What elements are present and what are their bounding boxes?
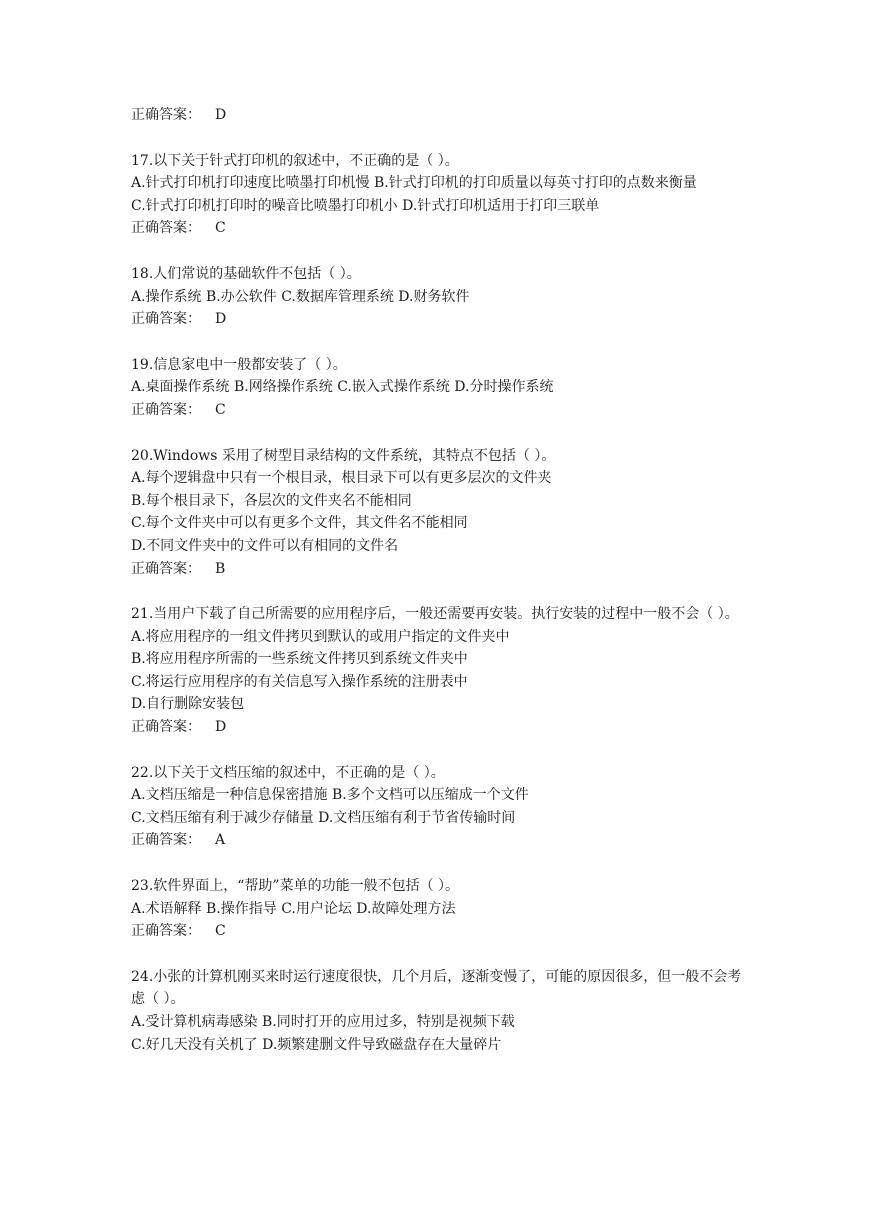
answer-value: B: [215, 560, 226, 577]
question-option: A.将应用程序的一组文件拷贝到默认的或用户指定的文件夹中: [131, 628, 510, 645]
question-option: C.文档压缩有利于减少存储量 D.文档压缩有利于节省传输时间: [131, 809, 516, 826]
question-option: A.受计算机病毒感染 B.同时打开的应用过多，特别是视频下载: [131, 1014, 515, 1030]
question-option: D.自行删除安装包: [131, 696, 245, 713]
question-22: [131, 762, 746, 852]
answer-line-16: [131, 104, 746, 127]
question-stem: 21.当用户下载了自己所需要的应用程序后，一般还需要再安装。执行安装的过程中一般不会（ ）。: [131, 606, 739, 623]
question-option: C.将运行应用程序的有关信息写入操作系统的注册表中: [131, 673, 468, 690]
question-stem: 22.以下关于文档压缩的叙述中，不正确的是（ ）。: [131, 764, 445, 781]
question-option: D.不同文件夹中的文件可以有相同的文件名: [131, 537, 399, 554]
question-option: C.每个文件夹中可以有更多个文件，其文件名不能相同: [131, 515, 468, 532]
question-stem: 18.人们常说的基础软件不包括（ ）。: [131, 265, 361, 282]
question-stem: 23.软件界面上，“帮助”菜单的功能一般不包括（ ）。: [131, 878, 460, 895]
question-option: B.每个根目录下，各层次的文件夹名不能相同: [131, 492, 412, 509]
answer-value: D: [215, 107, 227, 123]
answer-value: D: [215, 311, 227, 328]
answer-label: 正确答案：: [131, 107, 201, 123]
question-option: C.好几天没有关机了 D.频繁建删文件导致磁盘存在大量碎片: [131, 1036, 502, 1053]
answer-value: A: [215, 832, 226, 849]
question-stem: 24.小张的计算机刚买来时运行速度很快，几个月后，逐渐变慢了，可能的原因很多，但一般不会考虑（ ）。: [131, 968, 742, 1008]
answer-value: C: [215, 220, 226, 237]
question-option: C.针式打印机打印时的噪音比喷墨打印机小 D.针式打印机适用于打印三联单: [131, 197, 600, 214]
question-option: A.每个逻辑盘中只有一个根目录，根目录下可以有更多层次的文件夹: [131, 470, 552, 487]
document-page: [131, 104, 746, 1079]
question-18: [131, 263, 746, 331]
question-stem: 20.Windows 采用了树型目录结构的文件系统，其特点不包括（ ）。: [131, 447, 556, 464]
question-stem: 17.以下关于针式打印机的叙述中，不正确的是（ ）。: [131, 152, 459, 169]
question-option: A.桌面操作系统 B.网络操作系统 C.嵌入式操作系统 D.分时操作系统: [131, 379, 554, 396]
question-option: B.将应用程序所需的一些系统文件拷贝到系统文件夹中: [131, 651, 468, 668]
answer-label: 正确答案：: [131, 311, 201, 328]
answer-label: 正确答案：: [131, 220, 201, 237]
answer-value: D: [215, 719, 227, 736]
answer-label: 正确答案：: [131, 923, 201, 940]
answer-value: C: [215, 401, 226, 418]
question-17: [131, 150, 746, 240]
answer-label: 正确答案：: [131, 560, 201, 577]
answer-label: 正确答案：: [131, 719, 201, 736]
question-21: [131, 603, 746, 739]
answer-value: C: [215, 923, 226, 940]
question-19: [131, 354, 746, 422]
question-option: A.文档压缩是一种信息保密措施 B.多个文档可以压缩成一个文件: [131, 787, 529, 804]
question-stem: 19.信息家电中一般都安装了（ ）。: [131, 356, 347, 373]
question-20: [131, 445, 746, 581]
question-option: A.操作系统 B.办公软件 C.数据库管理系统 D.财务软件: [131, 288, 470, 305]
answer-label: 正确答案：: [131, 832, 201, 849]
question-option: A.针式打印机打印速度比喷墨打印机慢 B.针式打印机的打印质量以每英寸打印的点数来衡量: [131, 175, 697, 192]
question-23: [131, 875, 746, 943]
question-24: [131, 966, 746, 1056]
answer-label: 正确答案：: [131, 401, 201, 418]
question-option: A.术语解释 B.操作指导 C.用户论坛 D.故障处理方法: [131, 900, 456, 917]
